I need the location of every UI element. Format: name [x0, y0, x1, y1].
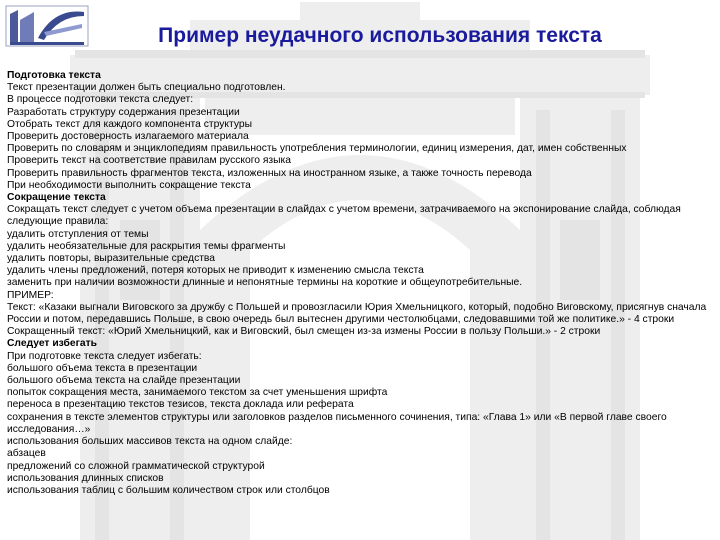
text-line: Проверить по словарям и энциклопедиям правильность употребления терминологии, единиц измерения, дат, имен собственных: [7, 143, 627, 155]
text-line: заменить при наличии возможности длинные и непонятные термины на короткие и общеупотребительные.: [7, 277, 523, 289]
slide-title: Пример неудачного использования текста: [158, 24, 602, 47]
text-line: использования больших массивов текста на одном слайде:: [7, 436, 293, 448]
text-line: Проверить текст на соответствие правилам русского языка: [7, 155, 292, 167]
text-line: Текст: «Казаки выгнали Виговского за дружбу с Польшей и провозгласили Юрия Хмельницкого, который, подобно Виговскому, присягнув сначала России и потом, передавшись Польше, в свою очередь был вытеснен другими честолюбцами, следовавшими той же политике.» - 4 строки: [7, 301, 707, 326]
text-line: Сокращенный текст: «Юрий Хмельницкий, как и Виговский, был смещен из-за измены России в пользу Польши.» - 2 строки: [7, 326, 601, 338]
text-line: Сокращать текст следует с учетом объема презентации в слайдах с учетом времени, затрачиваемого на экспонирование слайда, соблюдая следующие правила:: [7, 204, 681, 228]
text-line: большого объема текста в презентации: [7, 362, 198, 374]
section-heading: Следует избегать: [7, 338, 97, 350]
text-line: удалить отступления от темы: [7, 228, 149, 240]
text-line: Проверить правильность фрагментов текста, изложенных на иностранном языке, а также точность перевода: [7, 167, 532, 179]
text-line: переноса в презентацию текстов тезисов, текста доклада или реферата: [7, 399, 354, 411]
text-line: удалить необязательные для раскрытия темы фрагменты: [7, 240, 286, 252]
text-line: абзацев: [7, 448, 46, 460]
text-line: ПРИМЕР:: [7, 289, 54, 301]
text-line: использования длинных списков: [7, 472, 164, 484]
text-line: попыток сокращения места, занимаемого текстом за счет уменьшения шрифта: [7, 387, 388, 399]
text-line: Текст презентации должен быть специально подготовлен.: [7, 82, 286, 94]
text-line: большого объема текста на слайде презентации: [7, 375, 241, 387]
slide-body-text: [7, 70, 715, 497]
text-line: Проверить достоверность излагаемого материала: [7, 131, 249, 143]
text-line: предложений со сложной грамматической структурой: [7, 460, 265, 472]
text-line: использования таблиц с большим количеством строк или столбцов: [7, 484, 330, 496]
text-line: При подготовке текста следует избегать:: [7, 350, 202, 362]
text-line: Разработать структуру содержания презентации: [7, 106, 240, 118]
text-line: В процессе подготовки текста следует:: [7, 94, 194, 106]
text-line: При необходимости выполнить сокращение текста: [7, 179, 251, 191]
text-line: удалить повторы, выразительные средства: [7, 253, 216, 265]
text-line: Отобрать текст для каждого компонента структуры: [7, 118, 252, 130]
section-heading: Подготовка текста: [7, 70, 101, 81]
section-heading: Сокращение текста: [7, 192, 106, 204]
text-line: удалить члены предложений, потеря которых не приводит к изменению смысла текста: [7, 265, 424, 277]
text-line: сохранения в тексте элементов структуры или заголовков разделов письменного сочинения, типа: «Глава 1» или «В первой главе своего исследования…»: [7, 411, 667, 435]
